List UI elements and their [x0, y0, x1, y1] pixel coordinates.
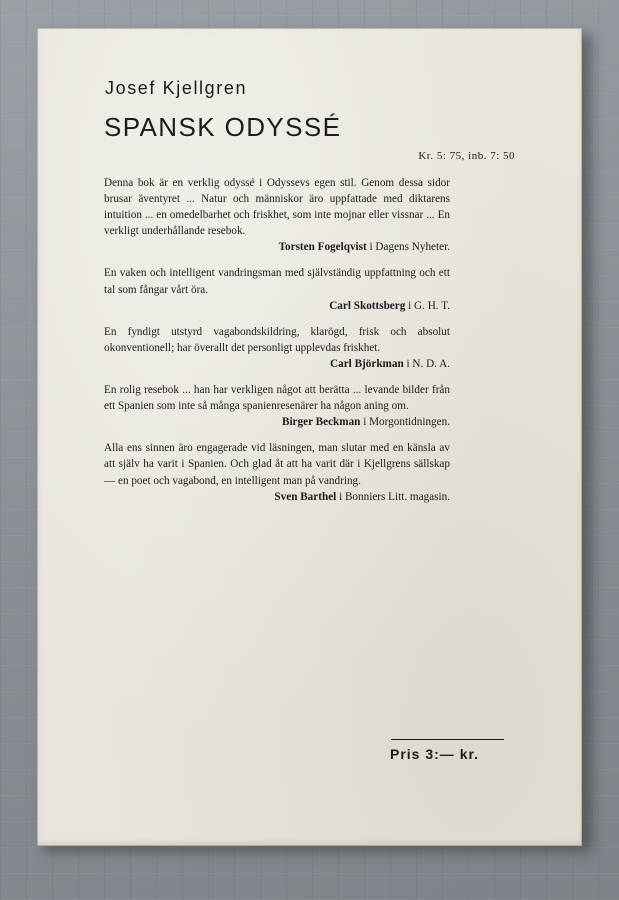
- review-source: i Morgontidningen.: [363, 416, 450, 429]
- price-line: Kr. 5: 75, inb. 7: 50: [418, 150, 515, 162]
- critic-name: Carl Björkman: [330, 357, 404, 370]
- book-back-cover: [37, 28, 582, 846]
- review-text: En fyndigt utstyrd vagabondskildring, klarögd, frisk och absolut okonventionell; har överallt det personligt upplevdas friskhet.: [104, 325, 450, 354]
- review-source: i Bonniers Litt. magasin.: [339, 490, 450, 503]
- price-divider: [391, 739, 504, 740]
- critic-name: Torsten Fogelqvist: [278, 241, 367, 254]
- review-text: Denna bok är en verklig odyssé i Odyssevs egen stil. Genom dessa sidor brusar äventyret ... Natur och människor äro uppfattade med diktarens intuition ... en omedelbarhet och friskhet, som inte mojnar eller vissnar ... En verkligt underhållande resebok.: [104, 177, 450, 238]
- review-source: i Dagens Nyheter.: [369, 241, 450, 254]
- review-attribution: [104, 239, 450, 255]
- review-text: Alla ens sinnen äro engagerade vid läsningen, man slutar med en känsla av att själv ha varit i Spanien. Och glad åt att ha varit där i Kjellgrens sällskap — en poet och vagabond, en intelligent man på vandring.: [104, 442, 450, 487]
- review-attribution: [104, 414, 450, 430]
- review-attribution: [104, 356, 450, 372]
- price-label: Pris 3:— kr.: [390, 746, 480, 762]
- review-item: [104, 265, 450, 313]
- review-text: En vaken och intelligent vandringsman med självständig uppfattning och ett tal som fångar vårt öra.: [104, 267, 450, 296]
- review-source: i G. H. T.: [408, 299, 450, 312]
- critic-name: Birger Beckman: [281, 416, 361, 429]
- review-attribution: [104, 489, 450, 505]
- critic-name: Carl Skottsberg: [329, 299, 406, 312]
- review-text: En rolig resebok ... han har verkligen något att berätta ... levande bilder från ett Spanien som inte så många spanienresenärer ha någon aning om.: [104, 384, 450, 413]
- review-item: [104, 175, 450, 255]
- book-title: SPANSK ODYSSÉ: [104, 112, 342, 142]
- review-source: i N. D. A.: [406, 357, 450, 370]
- author-name: Josef Kjellgren: [105, 78, 248, 98]
- review-item: [104, 324, 450, 372]
- review-list: [104, 175, 450, 515]
- critic-name: Sven Barthel: [274, 490, 337, 503]
- review-attribution: [104, 298, 450, 314]
- review-item: [104, 382, 450, 430]
- review-item: [104, 440, 450, 504]
